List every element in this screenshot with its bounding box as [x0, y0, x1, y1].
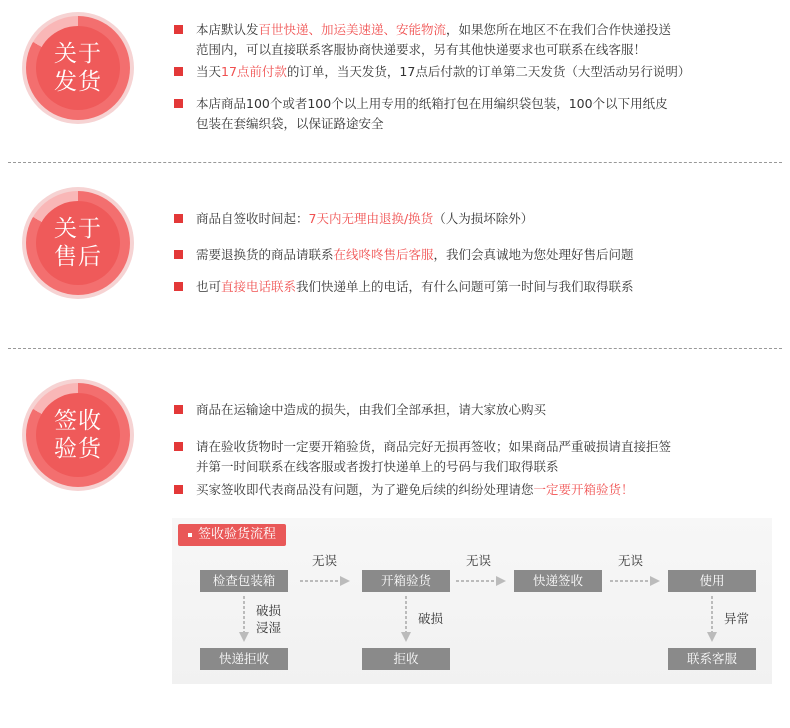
after-sales-section: [0, 163, 790, 348]
flow-box-use: 使用: [668, 570, 756, 592]
badge-line-2: 验货: [54, 436, 102, 462]
flow-box-reject: 拒收: [362, 648, 450, 670]
flow-box-open-inspect: 开箱验货: [362, 570, 450, 592]
flow-box-contact-service: 联系客服: [668, 648, 756, 670]
arrow-down-icon: [399, 596, 413, 644]
flow-label-ok: 无误: [466, 553, 492, 568]
list-item: 请在验收货物时一定要开箱验货，商品完好无损再签收；如果商品严重破损请直接拒签 并第一时间联系在线客服或者拨打快递单上的号码与我们取得联系: [174, 437, 774, 477]
badge-line-1: 关于: [54, 41, 102, 67]
badge-line-1: 签收: [54, 408, 102, 434]
flow-label-ok: 无误: [618, 553, 644, 568]
list-item: 商品在运输途中造成的损失，由我们全部承担，请大家放心购买: [174, 400, 774, 420]
shipping-badge: [22, 12, 134, 124]
arrow-down-icon: [705, 596, 719, 644]
arrow-right-icon: [610, 575, 662, 587]
badge-line-2: 售后: [54, 244, 102, 270]
arrow-right-icon: [300, 575, 352, 587]
list-item: 也可直接电话联系我们快递单上的电话，有什么问题可第一时间与我们取得联系: [174, 277, 774, 297]
list-item: 商品自签收时间起：7天内无理由退换/换货（人为损坏除外）: [174, 209, 774, 229]
after-sales-badge: [22, 187, 134, 299]
flow-label-damaged: 破损: [418, 611, 444, 626]
flow-label-abnormal: 异常: [724, 611, 750, 626]
list-item: 买家签收即代表商品没有问题，为了避免后续的纠纷处理请您一定要开箱验货！: [174, 480, 774, 500]
flow-box-check-package: 检查包装箱: [200, 570, 288, 592]
list-item: 需要退换货的商品请联系在线咚咚售后客服，我们会真诚地为您处理好售后问题: [174, 245, 774, 265]
list-item: 当天17点前付款的订单，当天发货，17点后付款的订单第二天发货（大型活动另行说明）: [174, 62, 774, 82]
inspection-badge: [22, 379, 134, 491]
list-item: 本店商品100个或者100个以上用专用的纸箱打包在用编织袋包装，100个以下用纸皮 包装在套编织袋，以保证路途安全: [174, 94, 774, 134]
flow-box-courier-reject: 快递拒收: [200, 648, 288, 670]
inspection-flow: [172, 518, 772, 684]
flow-label-ok: 无误: [312, 553, 338, 568]
flow-title: 签收验货流程: [178, 524, 286, 546]
flow-label-damaged-wet: 破损 浸湿: [256, 603, 282, 635]
badge-line-1: 关于: [54, 216, 102, 242]
arrow-right-icon: [456, 575, 508, 587]
flow-box-courier-sign: 快递签收: [514, 570, 602, 592]
arrow-down-icon: [237, 596, 251, 644]
badge-line-2: 发货: [54, 69, 102, 95]
shipping-section: [0, 0, 790, 160]
list-item: 本店默认发百世快递、加运美速递、安能物流，如果您所在地区不在我们合作快递投送 范围内，可以直接联系客服协商快递要求，另有其他快递要求也可联系在线客服！: [174, 20, 774, 60]
